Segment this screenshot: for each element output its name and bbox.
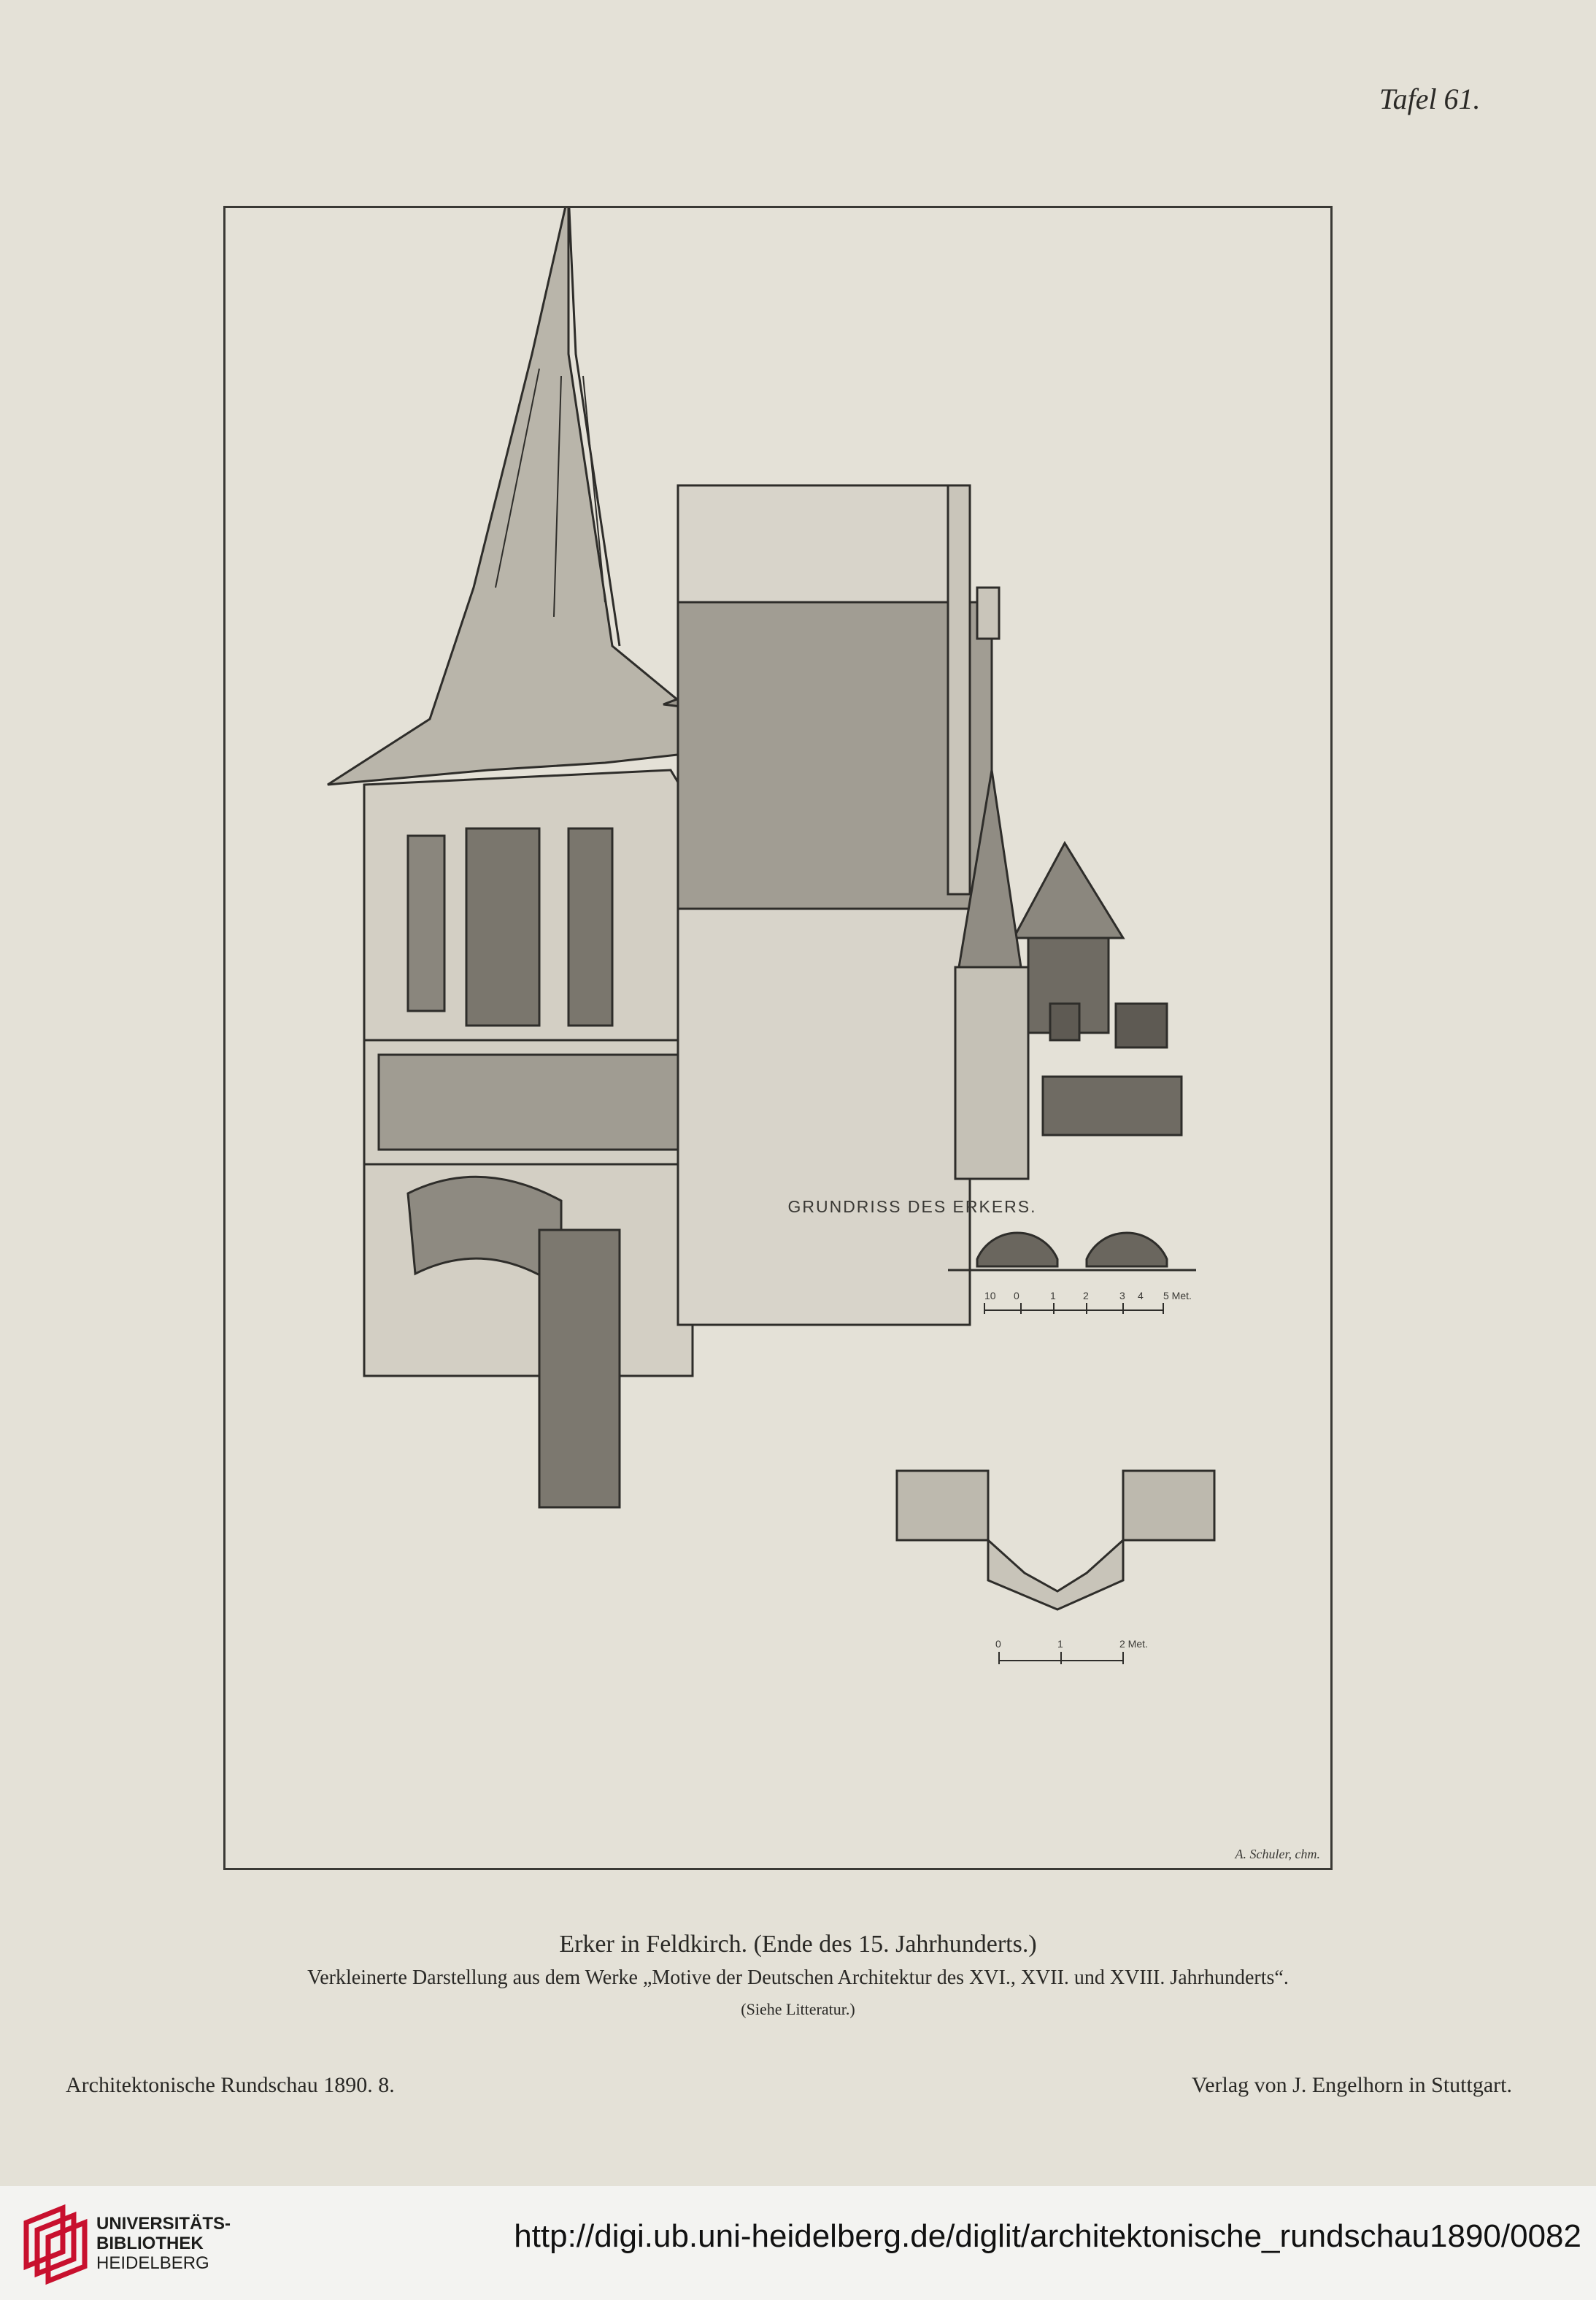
caption-note: (Siehe Litteratur.): [741, 2000, 855, 2018]
scale-bottom-label: 1: [1057, 1638, 1063, 1650]
scale-top-label: 5 Met.: [1163, 1290, 1192, 1301]
scale-top-label: 10: [984, 1290, 996, 1301]
illustration-frame: [223, 206, 1333, 1870]
artist-signature: A. Schuler, chm.: [1235, 1847, 1320, 1861]
permalink-url[interactable]: http://digi.ub.uni-heidelberg.de/diglit/architektonische_rundschau1890/0082: [514, 2218, 1581, 2254]
caption-subtitle: Verkleinerte Darstellung aus dem Werke „Motive der Deutschen Architektur des XVI., XVII. und XVIII. Jahrhunderts“.: [307, 1966, 1289, 1989]
scale-top-label: 3: [1119, 1290, 1125, 1301]
publisher-reference: Verlag von J. Engelhorn in Stuttgart.: [1191, 2073, 1512, 2097]
scale-bottom-label: 0: [995, 1638, 1001, 1650]
plate-number: Tafel 61.: [1379, 82, 1481, 115]
scale-bar-top: [984, 1303, 1163, 1314]
scale-bar-bottom: [999, 1652, 1123, 1664]
scale-top-label: 4: [1138, 1290, 1144, 1301]
scale-bottom-label: 2 Met.: [1119, 1638, 1148, 1650]
library-bar: [0, 2186, 1596, 2300]
scale-top-label: 0: [1014, 1290, 1019, 1301]
architectural-drawing: [225, 208, 1330, 1868]
logo-line: HEIDELBERG: [96, 2253, 209, 2273]
library-logo-text: [96, 2214, 231, 2273]
logo-line: UNIVERSITÄTS-: [96, 2214, 231, 2234]
floor-plan-title: GRUNDRISS DES ERKERS.: [787, 1197, 1037, 1216]
caption-title: Erker in Feldkirch. (Ende des 15. Jahrhunderts.): [559, 1931, 1037, 1958]
logo-line: BIBLIOTHEK: [96, 2234, 204, 2253]
library-logo-icon: [19, 2201, 92, 2285]
journal-reference: Architektonische Rundschau 1890. 8.: [66, 2073, 395, 2097]
scale-top-label: 1: [1050, 1290, 1056, 1301]
floor-plan: [897, 1471, 1214, 1609]
scale-top-label: 2: [1083, 1290, 1089, 1301]
